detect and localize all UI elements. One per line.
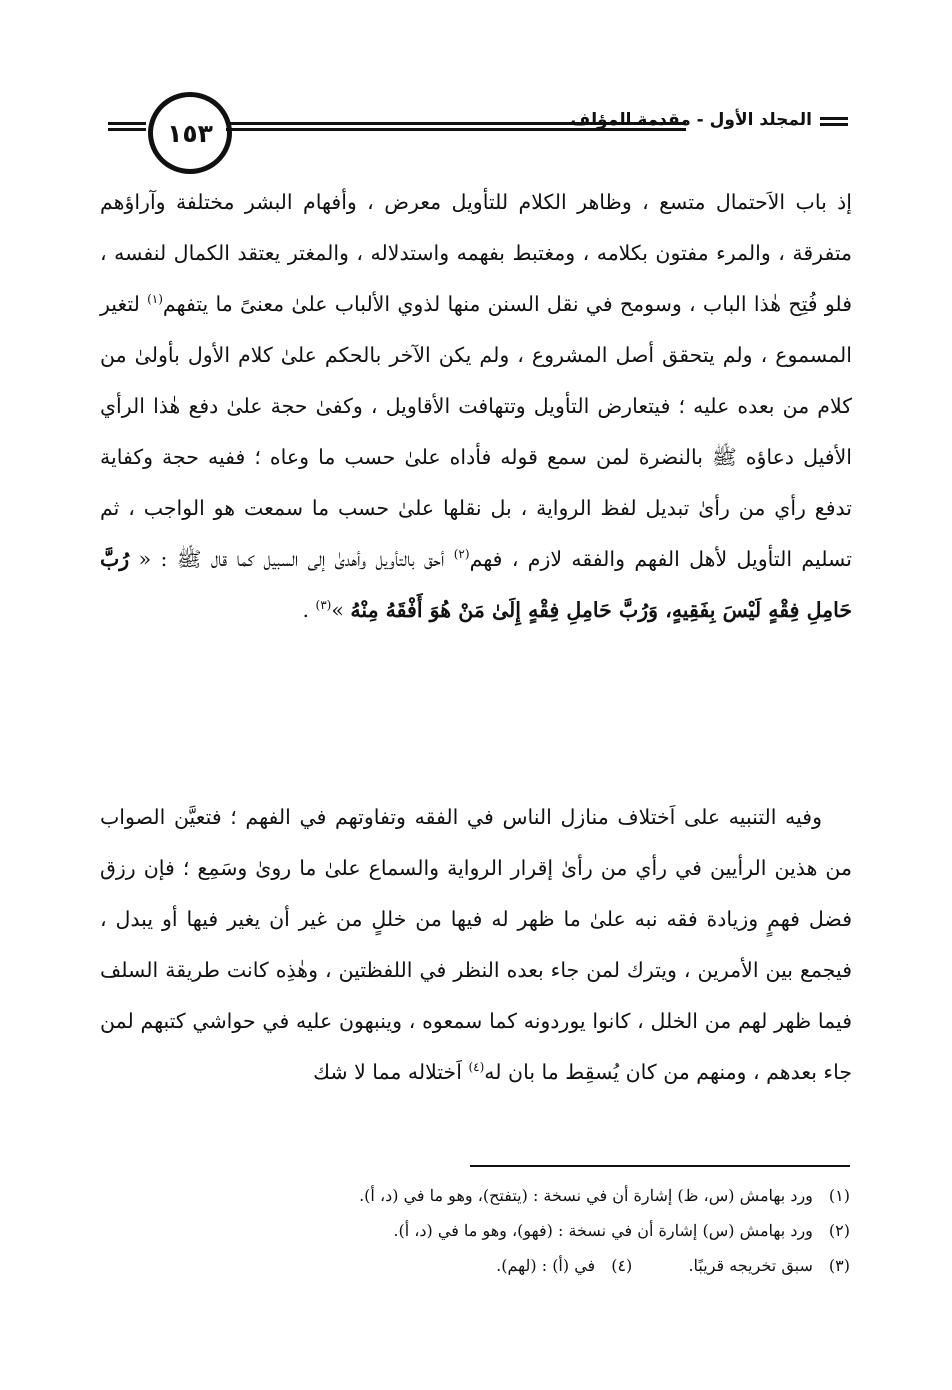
footnote-number: (١) (828, 1186, 850, 1205)
footnote-2 (100, 1213, 850, 1248)
footnote-marker-4: (٤) (468, 1060, 485, 1075)
footnote-text: ورد بهامش (س) إشارة أن في نسخة : (فهو)، وهو ما في (د، أ). (393, 1221, 813, 1240)
paragraph-1-text-b: لتغير المسموع ، ولم يتحقق أصل المشروع ، ولم يكن الآخر بالحكم علىٰ كلام الأول بأولىٰ من كلام من بعده عليه ؛ فيتعارض التأويل وتتهافت الأقاويل ، وكفىٰ حجة علىٰ دفع هٰذا الرأي الأفيل دعاؤه ﷺ بالنضرة لمن سمع قوله فأداه علىٰ حسب ما وعاه ؛ ففيه حجة وكفاية تدفع رأي من رأىٰ تبديل لفظ الرواية ، بل نقلها علىٰ حسب ما سمعت هو الواجب ، ثم تسليم التأويل لأهل الفهم والفقه لازم ، فهم (100, 292, 852, 571)
paragraph-2 (100, 792, 852, 1098)
footnote-separator (470, 1165, 850, 1167)
paragraph-2-text: وفيه التنبيه على اَختلاف منازل الناس في الفقه وتفاوتهم في الفهم ؛ فتعيَّن الصواب من هذين الرأيين في رأي من رأىٰ إقرار الرواية والسماع علىٰ ما روىٰ وسَمِع ؛ فإن رزق فضل فهمٍ وزيادة فقه نبه علىٰ ما ظهر له فيها من خللٍ من غير أن يغير فيها أو يبدل ، فيجمع بين الأمرين ، ويترك لمن جاء بعده النظر في اللفظتين ، وهٰذِه كانت طريقة السلف فيما ظهر لهم من الخلل ، كانوا يوردونه كما سمعوه ، وينبهون عليه في حواشي كتبهم لمن جاء بعدهم ، ومنهم من كان يُسقِط ما بان له (100, 805, 852, 1084)
paragraph-1-end: . (302, 598, 316, 622)
footnote-text: ورد بهامش (س، ظ) إشارة أن في نسخة : (يتفتح)، وهو ما في (د، أ). (359, 1186, 813, 1205)
footnote-marker-3: (٣) (315, 598, 332, 613)
footnote-3-4 (100, 1248, 850, 1283)
footnotes (100, 1178, 850, 1283)
footnote-marker-1: (١) (147, 292, 163, 307)
footnote-text: سبق تخريجه قريبًا. (688, 1256, 813, 1275)
footnote-number: (٣) (828, 1256, 850, 1275)
paragraph-2-end: اَختلاله مما لا شك (313, 1060, 469, 1084)
paragraph-1-text-d: » (331, 598, 351, 622)
footnote-text: في (أ) : (لهم). (496, 1256, 596, 1275)
header-rule-left (108, 122, 146, 134)
header-dash (820, 117, 848, 129)
footnote-marker-2: (٢) (453, 547, 470, 562)
paragraph-1-text: إذ باب الاَحتمال متسع ، وظاهر الكلام للتأويل معرض ، وأفهام البشر مختلفة وآراؤهم متفرقة ، والمرء مفتون بكلامه ، ومغتبط بفهمه واستدلاله ، والمغتر يعتقد الكمال لنفسه ، فلو فُتِح هٰذا الباب ، وسومح في نقل السنن منها لذوي الألباب علىٰ معنىً ما يتفهم (100, 190, 852, 316)
running-title: المجلد الأول - مقدمة المؤلف (570, 110, 812, 130)
footnote-number: (٤) (611, 1256, 633, 1275)
hadith-quote: رُبَّ حَامِلِ فِقْهٍ لَيْسَ بِفَقِيهٍ، وَرُبَّ حَامِلِ فِقْهٍ إِلَىٰ مَنْ هُوَ أَفْقَهُ مِنْهُ (100, 547, 852, 622)
paragraph-1-text-c: أحق بالتأويل وأهدىٰ إلى السبيل كما قال ﷺ : « (129, 547, 454, 571)
paragraph-1 (100, 177, 852, 636)
footnote-1 (100, 1178, 850, 1213)
page-number: ١٥٣ (148, 92, 232, 174)
page-header (108, 86, 848, 176)
footnote-number: (٢) (828, 1221, 850, 1240)
